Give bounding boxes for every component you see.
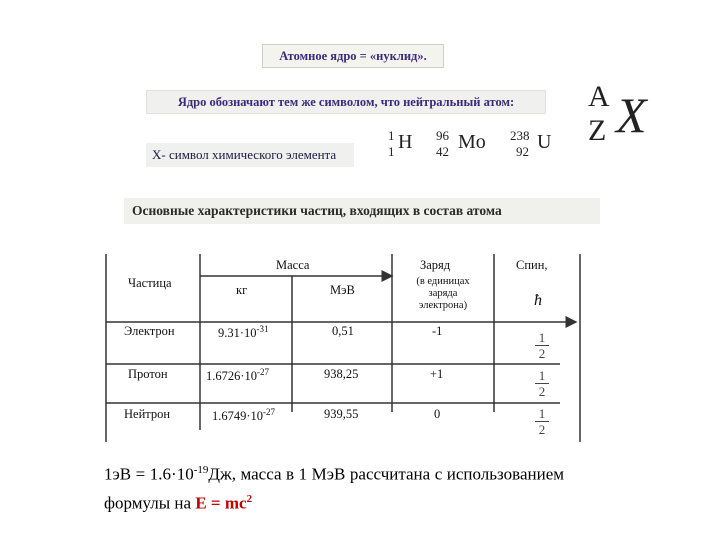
row-spin [532, 406, 552, 437]
row-spin [532, 330, 552, 361]
col-mass-header: Масса [276, 258, 310, 272]
nuclide-mass: 238 [510, 128, 530, 143]
table-heading-box [124, 198, 600, 224]
formula-text [104, 458, 564, 515]
col-charge-unit: (в единицах заряда электрона) [416, 276, 470, 311]
nuclide-symbol: Mo [458, 131, 486, 153]
row-mass-kg [212, 407, 275, 424]
col-charge-header: Заряд [420, 258, 451, 272]
nuclide-mass: 96 [436, 128, 449, 143]
col-mev-header: МэВ [330, 283, 355, 297]
col-kg-header: кг [236, 283, 248, 297]
spin-numerator: 1 [538, 330, 546, 345]
generic-symbol-letter: X [616, 87, 647, 143]
row-particle-name: Электрон [124, 324, 175, 338]
nuclide-charge: 42 [436, 144, 449, 159]
spin-denominator: 2 [538, 346, 546, 361]
mass-exponent: -31 [256, 324, 269, 334]
nuclide-symbol: H [398, 131, 413, 153]
col-particle-header: Частица [128, 276, 172, 290]
spin-denominator: 2 [538, 422, 546, 437]
symbol-note-box [146, 143, 354, 167]
title-box [262, 44, 444, 68]
formula-part2: Дж, масса в 1 МэВ рассчитана с использованием формулы на [104, 464, 564, 513]
col-spin-header: Спин, [516, 258, 548, 272]
formula-part1: 1эВ = 1.6·10 [104, 464, 194, 484]
row-charge: 0 [434, 407, 441, 421]
mass-exponent: -27 [263, 407, 276, 417]
spin-denominator: 2 [538, 384, 546, 399]
nuclide-charge: 1 [388, 144, 395, 159]
generic-notation [588, 80, 668, 160]
formula-exponent: -19 [193, 464, 209, 476]
row-mass-mev: 938,25 [324, 367, 359, 381]
table-heading-text: Основные характеристики частиц, входящих в состав атома [132, 203, 502, 218]
mass-mantissa: 9.31·10 [218, 326, 257, 341]
row-mass-mev: 0,51 [332, 324, 354, 338]
col-spin-unit: ħ [534, 292, 542, 309]
row-spin [532, 368, 552, 399]
row-mass-kg [206, 367, 269, 384]
description-box [146, 90, 546, 114]
mass-exponent: -27 [257, 367, 270, 377]
generic-mass-letter: A [588, 80, 610, 113]
nuclide-charge: 92 [516, 144, 529, 159]
row-mass-kg [218, 324, 269, 341]
row-charge: -1 [432, 324, 443, 338]
formula-equation: E = mc [195, 493, 247, 513]
spin-numerator: 1 [538, 368, 546, 383]
description-text: Ядро обозначают тем же символом, что нейтральный атом: [177, 94, 515, 109]
row-charge: +1 [430, 367, 444, 381]
nuclide-mass: 1 [388, 128, 395, 143]
formula-equation-exponent: 2 [246, 492, 253, 505]
mass-mantissa: 1.6726·10 [206, 369, 258, 384]
spin-numerator: 1 [538, 406, 546, 421]
row-mass-mev: 939,55 [324, 407, 359, 421]
row-particle-name: Протон [128, 367, 168, 381]
row-particle-name: Нейтрон [124, 407, 171, 421]
generic-charge-letter: Z [588, 114, 607, 147]
symbol-note-text: X- символ химического элемента [152, 147, 337, 162]
nuclide-symbol: U [537, 131, 552, 153]
title-text: Атомное ядро = «нуклид». [279, 48, 427, 63]
mass-mantissa: 1.6749·10 [212, 409, 264, 424]
